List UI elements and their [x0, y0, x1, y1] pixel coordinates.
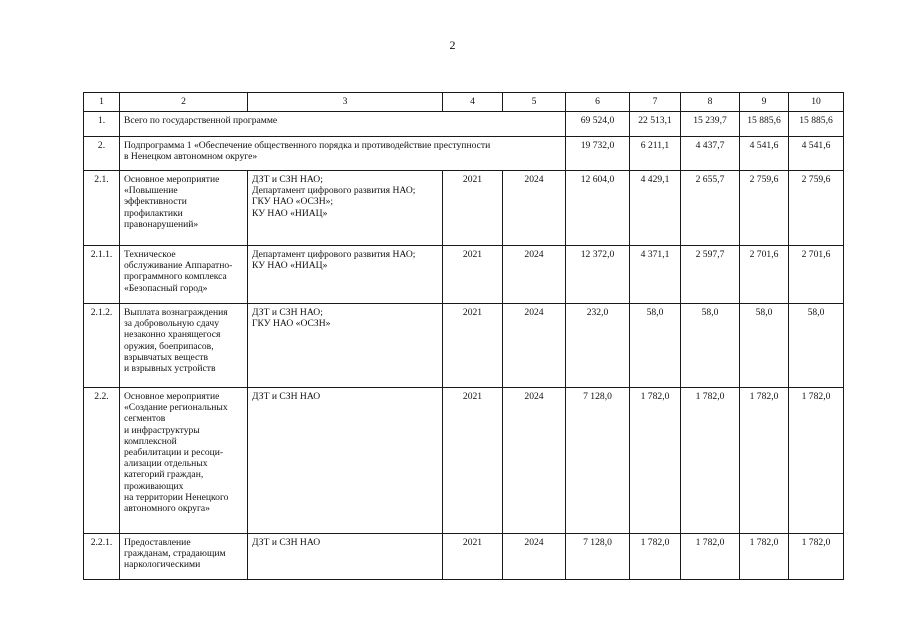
row-end-year: 2024: [503, 534, 566, 580]
value-total: 7 128,0: [566, 534, 630, 580]
column-header: 3: [248, 93, 443, 112]
row-name: Подпрограмма 1 «Обеспечение общественного порядка и противодействие преступности в Ненецком автономном округе»: [120, 137, 566, 171]
row-name: Выплата вознаграждения за добровольную сдачу незаконно хранящегося оружия, боеприпасов, взрывчатых веществ и взрывных устройств: [120, 304, 248, 388]
row-name: Всего по государственной программе: [120, 112, 566, 137]
column-number-row: [84, 93, 844, 112]
value-2024: 15 885,6: [789, 112, 844, 137]
row-number: 2.1.: [84, 171, 120, 246]
row-number: 2.2.: [84, 388, 120, 534]
value-total: 19 732,0: [566, 137, 630, 171]
column-header: 4: [443, 93, 503, 112]
row-number: 2.1.2.: [84, 304, 120, 388]
value-2023: 1 782,0: [740, 388, 789, 534]
table-row: [84, 304, 844, 388]
value-total: 12 372,0: [566, 246, 630, 304]
value-2022: 1 782,0: [681, 388, 740, 534]
table-row-subprogram: [84, 137, 844, 171]
value-2024: 58,0: [789, 304, 844, 388]
table-row-total: [84, 112, 844, 137]
value-2024: 2 759,6: [789, 171, 844, 246]
row-start-year: 2021: [443, 246, 503, 304]
table-row: [84, 388, 844, 534]
column-header: 8: [681, 93, 740, 112]
row-number: 2.2.1.: [84, 534, 120, 580]
value-2023: 15 885,6: [740, 112, 789, 137]
value-2023: 58,0: [740, 304, 789, 388]
row-name: Основное мероприятие «Создание региональных сегментов и инфраструктуры комплексной реабилитации и ресоци- ализации отдельных категорий граждан, проживающих на территории Ненецкого автономного округа»: [120, 388, 248, 534]
value-2021: 4 429,1: [630, 171, 681, 246]
value-2024: 4 541,6: [789, 137, 844, 171]
value-2021: 6 211,1: [630, 137, 681, 171]
value-2023: 2 701,6: [740, 246, 789, 304]
value-2024: 2 701,6: [789, 246, 844, 304]
row-end-year: 2024: [503, 246, 566, 304]
column-header: 1: [84, 93, 120, 112]
row-name: Предоставление гражданам, страдающим наркологическими: [120, 534, 248, 580]
value-2022: 58,0: [681, 304, 740, 388]
row-name: Техническое обслуживание Аппаратно- программного комплекса «Безопасный город»: [120, 246, 248, 304]
value-total: 7 128,0: [566, 388, 630, 534]
value-total: 69 524,0: [566, 112, 630, 137]
table-row: [84, 171, 844, 246]
column-header: 6: [566, 93, 630, 112]
row-end-year: 2024: [503, 171, 566, 246]
value-2021: 4 371,1: [630, 246, 681, 304]
value-2023: 4 541,6: [740, 137, 789, 171]
row-executor: ДЗТ и СЗН НАО: [248, 388, 443, 534]
value-2021: 22 513,1: [630, 112, 681, 137]
row-executor: ДЗТ и СЗН НАО; Департамент цифрового развития НАО; ГКУ НАО «ОСЗН»; КУ НАО «НИАЦ»: [248, 171, 443, 246]
value-2021: 58,0: [630, 304, 681, 388]
row-number: 1.: [84, 112, 120, 137]
value-2022: 2 655,7: [681, 171, 740, 246]
row-number: 2.: [84, 137, 120, 171]
table-row: [84, 534, 844, 580]
value-2022: 15 239,7: [681, 112, 740, 137]
column-header: 7: [630, 93, 681, 112]
column-header: 5: [503, 93, 566, 112]
value-2022: 2 597,7: [681, 246, 740, 304]
value-2023: 2 759,6: [740, 171, 789, 246]
value-2024: 1 782,0: [789, 388, 844, 534]
row-executor: ДЗТ и СЗН НАО: [248, 534, 443, 580]
row-executor: ДЗТ и СЗН НАО; ГКУ НАО «ОСЗН»: [248, 304, 443, 388]
value-2022: 1 782,0: [681, 534, 740, 580]
value-2023: 1 782,0: [740, 534, 789, 580]
row-name: Основное мероприятие «Повышение эффективности профилактики правонарушений»: [120, 171, 248, 246]
row-end-year: 2024: [503, 388, 566, 534]
value-total: 12 604,0: [566, 171, 630, 246]
row-start-year: 2021: [443, 304, 503, 388]
value-2022: 4 437,7: [681, 137, 740, 171]
budget-table: [83, 92, 844, 580]
value-2024: 1 782,0: [789, 534, 844, 580]
column-header: 9: [740, 93, 789, 112]
row-executor: Департамент цифрового развития НАО; КУ НАО «НИАЦ»: [248, 246, 443, 304]
column-header: 2: [120, 93, 248, 112]
row-end-year: 2024: [503, 304, 566, 388]
row-start-year: 2021: [443, 534, 503, 580]
value-2021: 1 782,0: [630, 534, 681, 580]
table-row: [84, 246, 844, 304]
value-total: 232,0: [566, 304, 630, 388]
value-2021: 1 782,0: [630, 388, 681, 534]
column-header: 10: [789, 93, 844, 112]
page-number: 2: [449, 38, 456, 52]
row-start-year: 2021: [443, 388, 503, 534]
row-number: 2.1.1.: [84, 246, 120, 304]
row-start-year: 2021: [443, 171, 503, 246]
